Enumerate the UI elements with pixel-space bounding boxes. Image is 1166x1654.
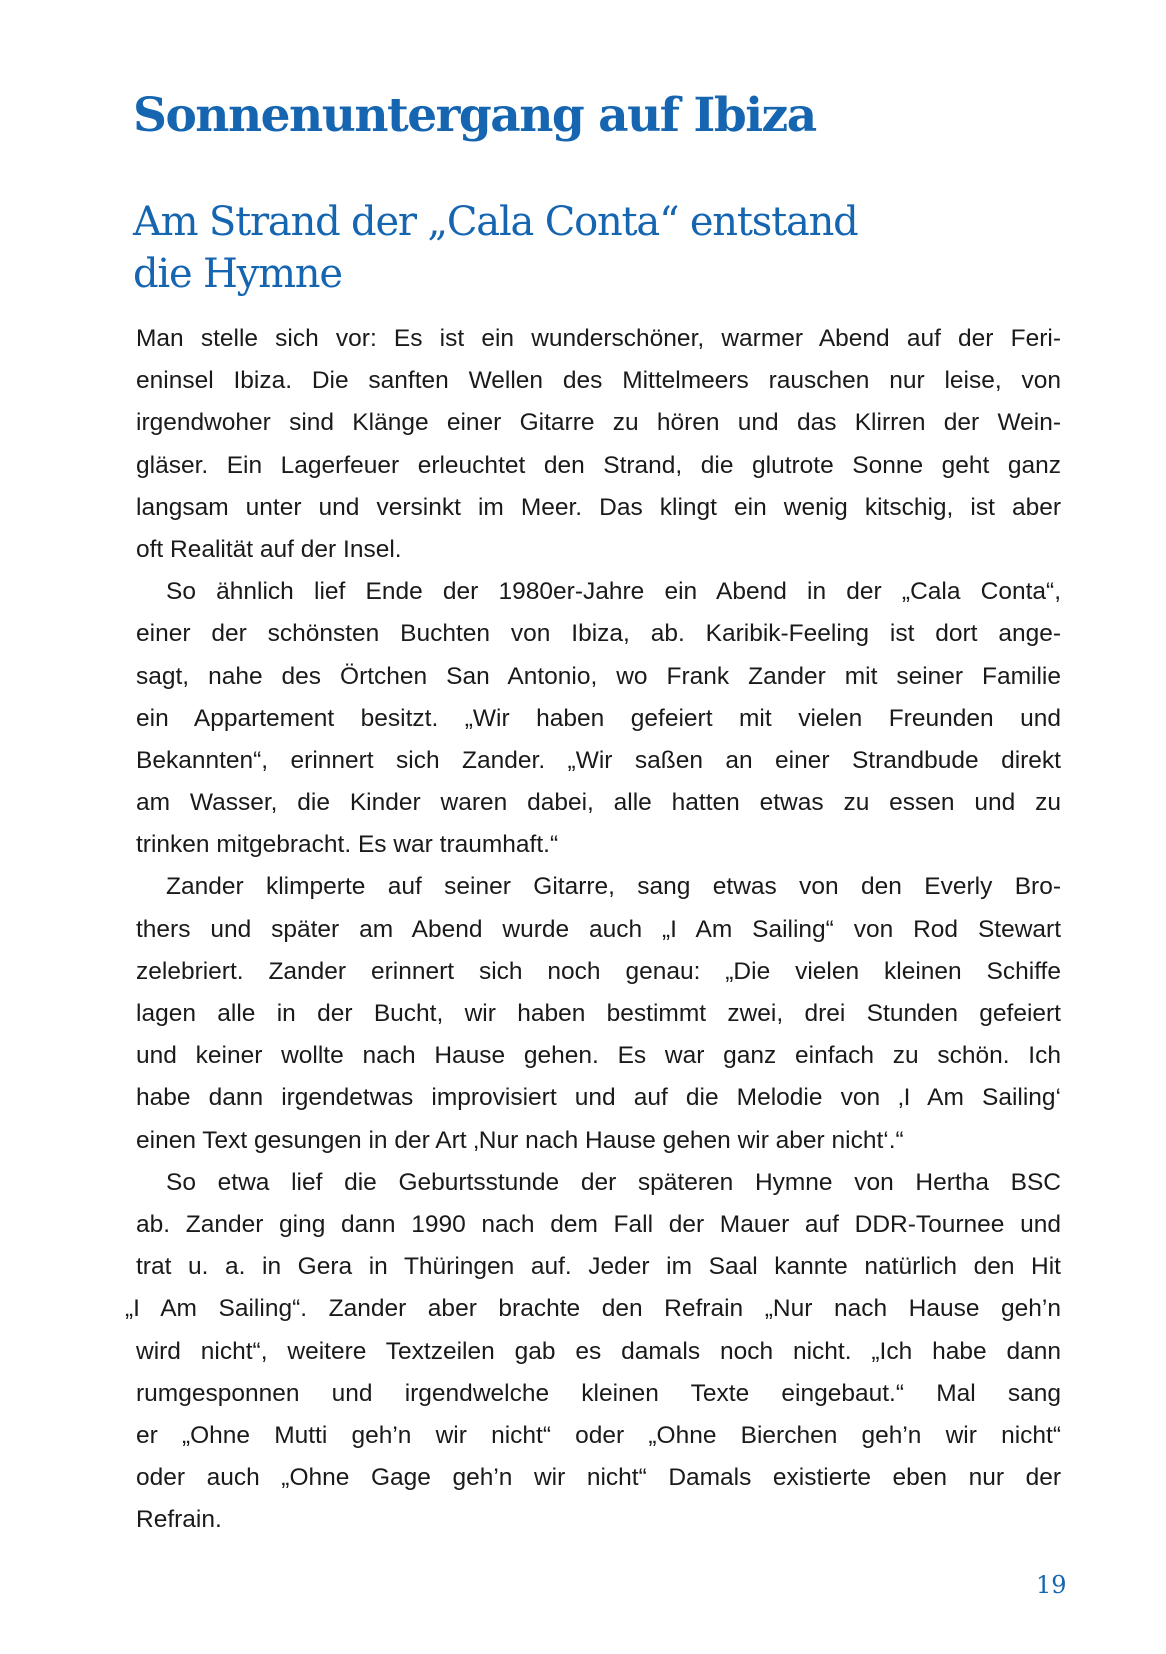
text-line: So ähnlich lief Ende der 1980er-Jahre ein Abend in der „Cala Conta“, [166,578,1061,606]
text-line: rumgesponnen und irgendwelche kleinen Texte eingebaut.“ Mal sang [136,1379,1061,1407]
page-number: 19 [1036,1571,1067,1599]
text-line: habe dann irgendetwas improvisiert und auf die Melodie von ‚I Am Sailing‘ [136,1084,1061,1112]
text-line: ein Appartement besitzt. „Wir haben gefeiert mit vielen Freunden und [136,704,1061,732]
text-line: trat u. a. in Gera in Thüringen auf. Jeder im Saal kannte natürlich den Hit [136,1253,1061,1281]
text-line: Refrain. [136,1506,222,1534]
text-line: Zander klimperte auf seiner Gitarre, sang etwas von den Everly Bro- [166,873,1061,901]
text-line: langsam unter und versinkt im Meer. Das klingt ein wenig kitschig, ist aber [136,493,1061,521]
text-line: „I Am Sailing“. Zander aber brachte den Refrain „Nur nach Hause geh’n [125,1295,1061,1323]
paragraph [136,866,1061,1161]
text-line: einen Text gesungen in der Art ‚Nur nach Hause gehen wir aber nicht‘.“ [136,1126,904,1154]
text-line: Bekannten“, erinnert sich Zander. „Wir saßen an einer Strandbude direkt [136,746,1061,774]
text-line: und keiner wollte nach Hause gehen. Es war ganz einfach zu schön. Ich [136,1042,1061,1070]
text-line: trinken mitgebracht. Es war traumhaft.“ [136,831,559,859]
chapter-subtitle [133,196,858,300]
text-line: am Wasser, die Kinder waren dabei, alle hatten etwas zu essen und zu [136,789,1061,817]
subtitle-line: Am Strand der „Cala Conta“ entstand [133,199,858,245]
text-line: oft Realität auf der Insel. [136,535,402,563]
chapter-title: Sonnenuntergang auf Ibiza [133,88,816,143]
body-text [125,318,1061,1541]
paragraph [136,318,1061,571]
text-line: einer der schönsten Buchten von Ibiza, ab. Karibik-Feeling ist dort ange- [136,620,1061,648]
text-line: er „Ohne Mutti geh’n wir nicht“ oder „Ohne Bierchen geh’n wir nicht“ [136,1421,1061,1449]
text-line: irgendwoher sind Klänge einer Gitarre zu hören und das Klirren der Wein- [136,409,1061,437]
text-line: sagt, nahe des Örtchen San Antonio, wo Frank Zander mit seiner Familie [136,662,1061,690]
text-line: gläser. Ein Lagerfeuer erleuchtet den Strand, die glutrote Sonne geht ganz [136,451,1061,479]
text-line: zelebriert. Zander erinnert sich noch genau: „Die vielen kleinen Schiffe [136,957,1061,985]
paragraph [125,1162,1061,1542]
text-line: Man stelle sich vor: Es ist ein wunderschöner, warmer Abend auf der Feri- [136,325,1061,352]
text-line: lagen alle in der Bucht, wir haben bestimmt zwei, drei Stunden gefeiert [136,1000,1061,1027]
text-line: So etwa lief die Geburtsstunde der späteren Hymne von Hertha BSC [166,1168,1061,1196]
subtitle-line: die Hymne [133,251,342,297]
text-line: wird nicht“, weitere Textzeilen gab es damals noch nicht. „Ich habe dann [136,1337,1061,1365]
text-line: oder auch „Ohne Gage geh’n wir nicht“ Damals existierte eben nur der [136,1464,1061,1492]
paragraph [136,571,1061,866]
text-line: ab. Zander ging dann 1990 nach dem Fall der Mauer auf DDR-Tournee und [136,1210,1061,1238]
text-line: eninsel Ibiza. Die sanften Wellen des Mittelmeers rauschen nur leise, von [136,367,1061,395]
text-line: thers und später am Abend wurde auch „I Am Sailing“ von Rod Stewart [136,915,1061,943]
